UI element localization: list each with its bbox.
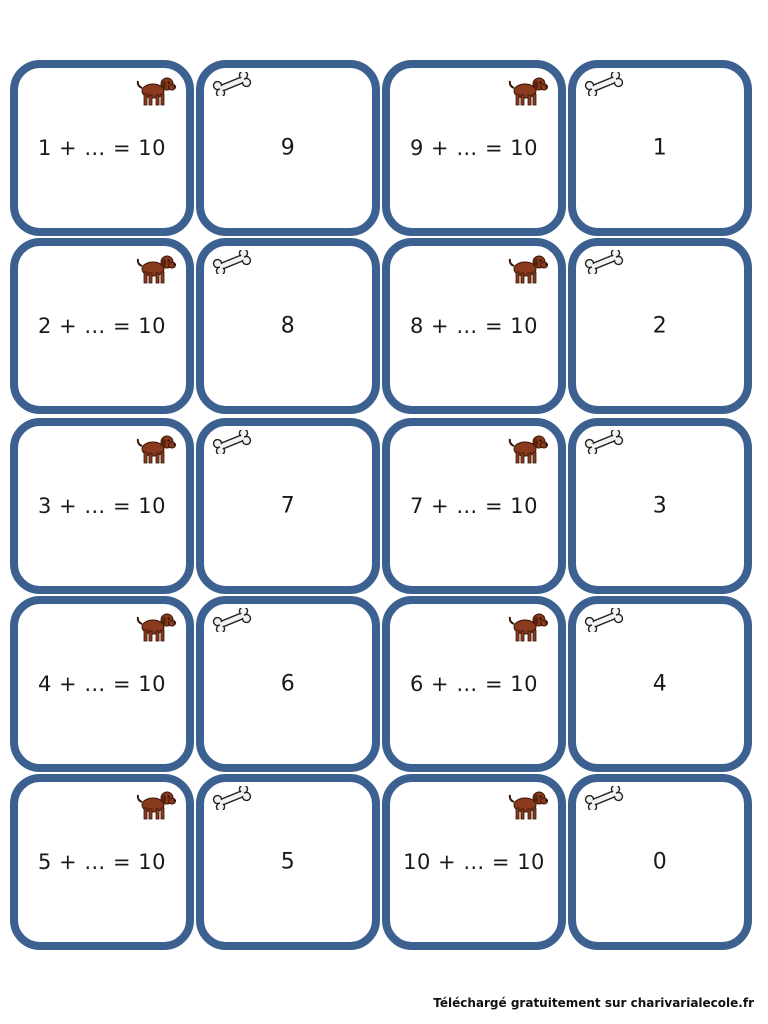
- card-equation: 8 + … = 10: [410, 314, 538, 338]
- domino-card-answer: [196, 60, 380, 236]
- domino-card-question: [10, 238, 194, 414]
- card-number: 3: [652, 493, 668, 519]
- domino-card-answer: [196, 774, 380, 950]
- card-number: 7: [280, 493, 296, 519]
- domino-card-question: [382, 418, 566, 594]
- domino-card-question: [382, 60, 566, 236]
- card-number: 4: [652, 671, 668, 697]
- card-number: 8: [280, 313, 296, 339]
- dog-icon: [136, 610, 176, 644]
- card-equation: 1 + … = 10: [38, 136, 166, 160]
- domino-card-question: [382, 596, 566, 772]
- domino-card-question: [10, 418, 194, 594]
- domino-card-answer: [568, 418, 752, 594]
- card-equation: 5 + … = 10: [38, 850, 166, 874]
- dog-icon: [508, 610, 548, 644]
- domino-card-answer: [568, 60, 752, 236]
- dog-icon: [136, 432, 176, 466]
- card-number: 2: [652, 313, 668, 339]
- domino-card-answer: [568, 774, 752, 950]
- domino-card-answer: [196, 596, 380, 772]
- domino-card-answer: [568, 596, 752, 772]
- card-number: 0: [652, 849, 668, 875]
- domino-card-question: [382, 238, 566, 414]
- dog-icon: [136, 252, 176, 286]
- card-number: 9: [280, 135, 296, 161]
- bone-icon: [210, 250, 254, 274]
- domino-card-answer: [196, 418, 380, 594]
- bone-icon: [210, 430, 254, 454]
- domino-card-answer: [196, 238, 380, 414]
- card-equation: 10 + … = 10: [403, 850, 545, 874]
- domino-card-question: [10, 60, 194, 236]
- dog-icon: [508, 432, 548, 466]
- footer-credit: Téléchargé gratuitement sur charivarialecole.fr: [433, 996, 754, 1010]
- card-number: 6: [280, 671, 296, 697]
- bone-icon: [210, 72, 254, 96]
- bone-icon: [582, 72, 626, 96]
- card-equation: 6 + … = 10: [410, 672, 538, 696]
- card-equation: 3 + … = 10: [38, 494, 166, 518]
- bone-icon: [582, 430, 626, 454]
- card-equation: 9 + … = 10: [410, 136, 538, 160]
- bone-icon: [210, 608, 254, 632]
- bone-icon: [210, 786, 254, 810]
- bone-icon: [582, 608, 626, 632]
- domino-card-question: [10, 596, 194, 772]
- domino-card-question: [10, 774, 194, 950]
- domino-card-answer: [568, 238, 752, 414]
- card-equation: 7 + … = 10: [410, 494, 538, 518]
- dog-icon: [508, 252, 548, 286]
- dog-icon: [508, 74, 548, 108]
- card-number: 5: [280, 849, 296, 875]
- dog-icon: [136, 788, 176, 822]
- card-number: 1: [652, 135, 668, 161]
- dog-icon: [508, 788, 548, 822]
- domino-card-question: [382, 774, 566, 950]
- bone-icon: [582, 786, 626, 810]
- card-equation: 4 + … = 10: [38, 672, 166, 696]
- dog-icon: [136, 74, 176, 108]
- bone-icon: [582, 250, 626, 274]
- card-equation: 2 + … = 10: [38, 314, 166, 338]
